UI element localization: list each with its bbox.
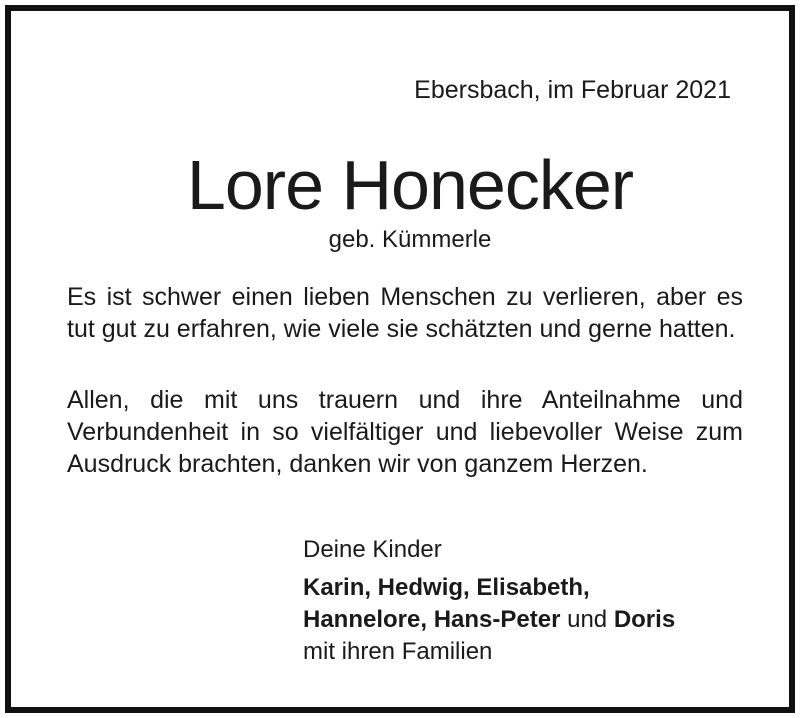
deceased-name: Lore Honecker [186,146,634,224]
signature-names-line2-last: Doris [613,606,676,633]
paragraph-thanks: Allen, die mit uns trauern und ihre Anteilnahme und Verbundenheit in so vielfältiger und liebevoller Weise zum Ausdruck brachten, danken wir von ganzem Herzen. [67,386,743,478]
paragraph-loss: Es ist schwer einen lieben Menschen zu verlieren, aber es tut gut zu erfahren, wie viele sie schätzten und gerne hatten. [67,283,743,343]
place-date: Ebersbach, im Februar 2021 [414,76,731,104]
signature-names-line2-first: Hannelore, Hans-Peter [303,606,561,633]
signature-block [303,534,675,668]
birth-name: geb. Kümmerle [328,226,492,253]
signature-closing: mit ihren Familien [303,638,493,665]
signature-names-line1-text: Karin, Hedwig, Elisabeth, [303,574,590,601]
signature-names-line1 [303,572,675,604]
notice-frame [5,5,795,713]
signature-and: und [567,606,608,633]
signature-intro: Deine Kinder [303,536,442,563]
signature-names-line2 [303,604,675,636]
